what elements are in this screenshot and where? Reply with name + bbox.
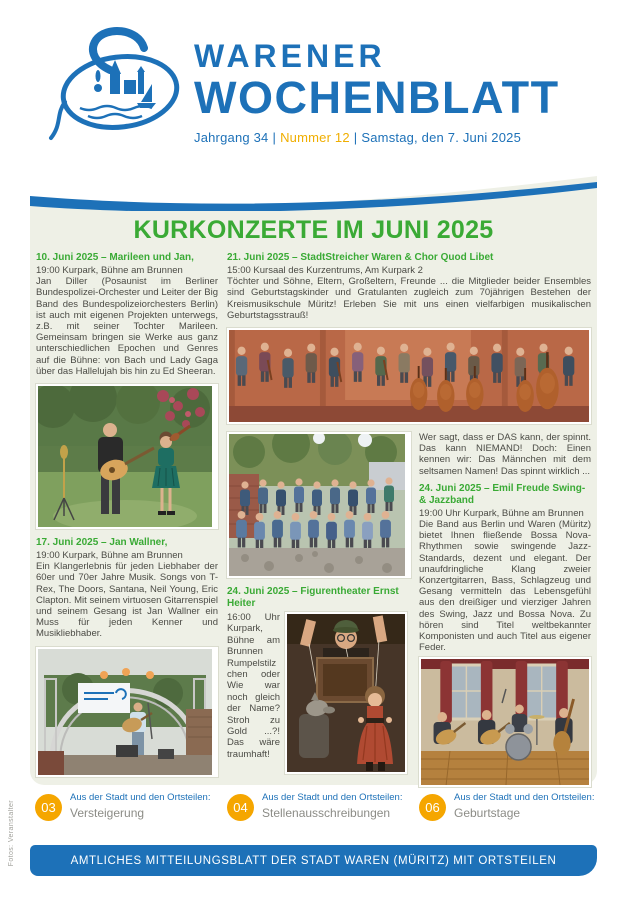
swoosh-divider bbox=[30, 176, 597, 212]
meta-separator: | bbox=[272, 130, 277, 146]
photo-marileen-jan bbox=[36, 384, 218, 529]
column-left bbox=[36, 252, 218, 795]
teaser-versteigerung bbox=[35, 792, 227, 821]
article-venue-stadtstreicher: 15:00 Kursaal des Kurzentrums, Am Kurpark 2 bbox=[227, 265, 423, 276]
article-heading-stadtstreicher: 21. Juni 2025 – StadtStreicher Waren & Chor Quod Libet bbox=[227, 252, 494, 263]
main-content-panel bbox=[30, 211, 597, 785]
article-heading-emil-freude: 24. Juni 2025 – Emil Freude Swing-& Jazzband bbox=[419, 482, 586, 506]
wochenblatt-logo-icon bbox=[48, 26, 188, 144]
teaser-topic: Stellenausschreibungen bbox=[262, 805, 391, 820]
teaser-category: Aus der Stadt und den Ortsteilen: bbox=[262, 792, 403, 803]
teaser-geburtstage bbox=[419, 792, 594, 821]
issue-date: Samstag, den 7. Juni 2025 bbox=[361, 130, 522, 146]
masthead-titles bbox=[194, 26, 560, 145]
teaser-topic: Versteigerung bbox=[70, 805, 145, 820]
teaser-stellenausschreibungen bbox=[227, 792, 419, 821]
teaser-topic: Geburtstage bbox=[454, 805, 521, 820]
meta-separator: | bbox=[353, 130, 358, 146]
article-body-stadtstreicher: Töchter und Söhne, Eltern, Großeltern, Freunde ... die Mitglieder beider Ensembles sind Geburtstagskinder und Gratulanten zugleich zum 70jährigen Bestehen der Kreismusikschule Müritz! Erleben Sie mit uns einen vielfarbigen musikalischen Geburtstagsstrauß! bbox=[227, 276, 591, 321]
photo-chor-quod-libet bbox=[227, 432, 411, 578]
official-bulletin-bar: AMTLICHES MITTEILUNGSBLATT DER STADT WAREN (MÜRITZ) MIT ORTSTEILEN bbox=[30, 845, 597, 876]
photo-stadtstreicher-orchestra bbox=[227, 328, 591, 424]
article-body-jan-wallner: Ein Klangerlebnis für jeden Liebhaber der 60er und 70er Jahre Musik. Songs von T-Rex, The Doors, Santana, Neil Young, Eric Clapton. Mit seinem virtuosen Gitarrenspiel und seinem Gesang ist Jan Wallner ein Muss für jeden Kenner und Musikliebhaber. bbox=[36, 561, 218, 640]
subcolumn-left bbox=[227, 432, 411, 795]
teaser-category: Aus der Stadt und den Ortsteilen: bbox=[70, 792, 211, 803]
teaser-row bbox=[35, 792, 597, 821]
article-body-emil-freude: Die Band aus Berlin und Waren (Müritz) bietet Ihnen fließende Bossa Nova-Rhythmen sowie swingende Jazz-Standards, dezent und elegant. Der unaufdringliche Klang zweier Konzertgitarren, Bass, Schlagzeug und Gesang vermitteln das Lebensgefühl aus den dreißiger und vierziger Jahren des Swing, Jazz und Bossa Nova. Zu hören sind Titel weltbekannter Komponisten und auch Titel aus eigener Feder. bbox=[419, 519, 591, 654]
article-body-figurentheater: 16:00 Uhr Kurpark, Bühne am Brunnen Rumpelstilzchen oder Wie war noch gleich der Name? Stroh zu Gold ...?! Das wäre traumhaft! bbox=[227, 612, 280, 760]
masthead bbox=[48, 26, 597, 145]
article-heading-figurentheater: 24. Juni 2025 – Figurentheater Ernst Heiter bbox=[227, 586, 399, 610]
subcolumn-right bbox=[419, 432, 591, 795]
issue-jahrgang: Jahrgang 34 bbox=[194, 130, 269, 146]
article-venue-marileen-jan: 19:00 Kurpark, Bühne am Brunnen bbox=[36, 265, 183, 276]
issue-meta-line bbox=[194, 130, 560, 145]
page-number-badge: 06 bbox=[419, 794, 446, 821]
paper-title-line2: WOCHENBLATT bbox=[194, 72, 560, 123]
column-right bbox=[227, 252, 591, 795]
page-number-badge: 04 bbox=[227, 794, 254, 821]
article-heading-jan-wallner: 17. Juni 2025 – Jan Wallner, bbox=[36, 537, 168, 549]
page-number-badge: 03 bbox=[35, 794, 62, 821]
article-body-marileen-jan: Jan Diller (Posaunist im Berliner Bundespolizei-Orchester und Leiter der Big Band des Bundespolizeiorchesters Berlin) ist auch mit eigenen Projekten unterwegs, z.B. mit seiner Tochter Marileen. Gemeinsam bringen sie Werke aus ganz unterschiedlichen Epochen und Genres auf die Bühne: von Bach und Lady Gaga über das Hallelujah bis hin zu Ed Sheeran. bbox=[36, 276, 218, 377]
article-venue-jan-wallner: 19:00 Kurpark, Bühne am Brunnen bbox=[36, 550, 183, 562]
photo-figurentheater-puppets bbox=[285, 612, 407, 774]
photo-credit-vertical: Fotos: Veranstalter bbox=[8, 800, 15, 867]
article-venue-emil-freude: 19:00 Uhr Kurpark, Bühne am Brunnen bbox=[419, 507, 584, 519]
paper-title-line1: WARENER bbox=[194, 38, 386, 74]
photo-jan-wallner-stage bbox=[36, 647, 218, 777]
page-title: KURKONZERTE IM JUNI 2025 bbox=[133, 216, 494, 244]
issue-nummer: Nummer 12 bbox=[280, 130, 350, 146]
photo-emil-freude-jazzband bbox=[419, 657, 591, 787]
article-heading-marileen-jan: 10. Juni 2025 – Marileen und Jan, bbox=[36, 252, 194, 263]
article-teaser-rumpelstilzchen: Wer sagt, dass er DAS kann, der spinnt. Das kann NIEMAND! Doch: Einen kennen wir: Das Männchen mit dem seltsamen Namen! Das spinnt wirklich ... bbox=[419, 432, 591, 477]
teaser-category: Aus der Stadt und den Ortsteilen: bbox=[454, 792, 595, 803]
